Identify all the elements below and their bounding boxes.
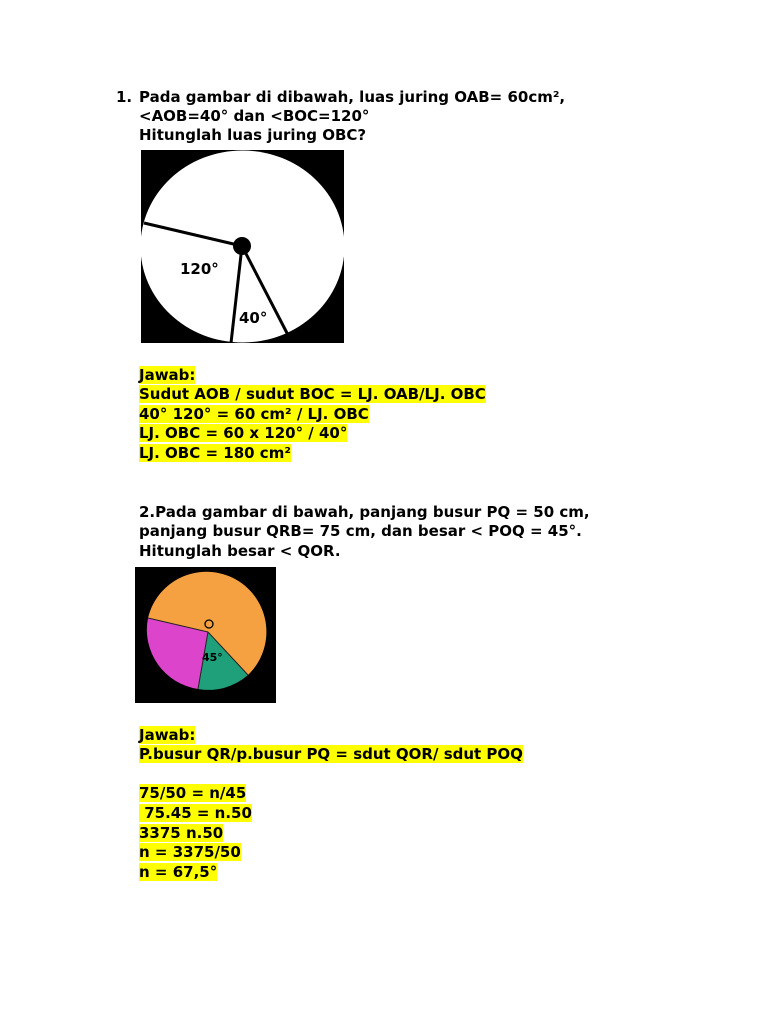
answer-2-line-3: 75.45 = n.50 — [139, 804, 252, 822]
question-2-line-1: 2.Pada gambar di bawah, panjang busur PQ = 50 cm, — [139, 503, 590, 521]
answer-1-heading: Jawab: — [139, 366, 196, 384]
circle-sector-figure-2 — [135, 567, 276, 703]
answer-2-line-1: P.busur QR/p.busur PQ = sdut QOR/ sdut POQ — [139, 745, 523, 763]
question-1-number: 1. — [116, 88, 133, 106]
answer-2-line-2: 75/50 = n/45 — [139, 784, 247, 802]
answer-1-line-1: Sudut AOB / sudut BOC = LJ. OAB/LJ. OBC — [139, 385, 486, 403]
question-2-line-3: Hitunglah besar < QOR. — [139, 542, 341, 560]
question-1-line-3: Hitunglah luas juring OBC? — [139, 126, 367, 144]
answer-2-heading: Jawab: — [139, 726, 196, 744]
question-1-line-1: Pada gambar di dibawah, luas juring OAB= 60cm², — [139, 88, 566, 106]
angle-label-45: 45° — [202, 651, 223, 664]
answer-1-line-3: LJ. OBC = 60 x 120° / 40° — [139, 424, 348, 442]
circle-sector-figure-1 — [141, 150, 344, 343]
answer-2-line-5: n = 3375/50 — [139, 843, 241, 861]
answer-1-line-2: 40° 120° = 60 cm² / LJ. OBC — [139, 405, 369, 423]
center-point — [233, 237, 251, 255]
answer-2-line-6: n = 67,5° — [139, 863, 218, 881]
answer-1-line-4: LJ. OBC = 180 cm² — [139, 444, 291, 462]
angle-label-120: 120° — [180, 260, 219, 278]
answer-2-line-4: 3375 n.50 — [139, 824, 224, 842]
question-2-line-2: panjang busur QRB= 75 cm, dan besar < POQ = 45°. — [139, 522, 582, 540]
question-1-line-2: <AOB=40° dan <BOC=120° — [139, 107, 370, 125]
angle-label-40: 40° — [239, 309, 268, 327]
